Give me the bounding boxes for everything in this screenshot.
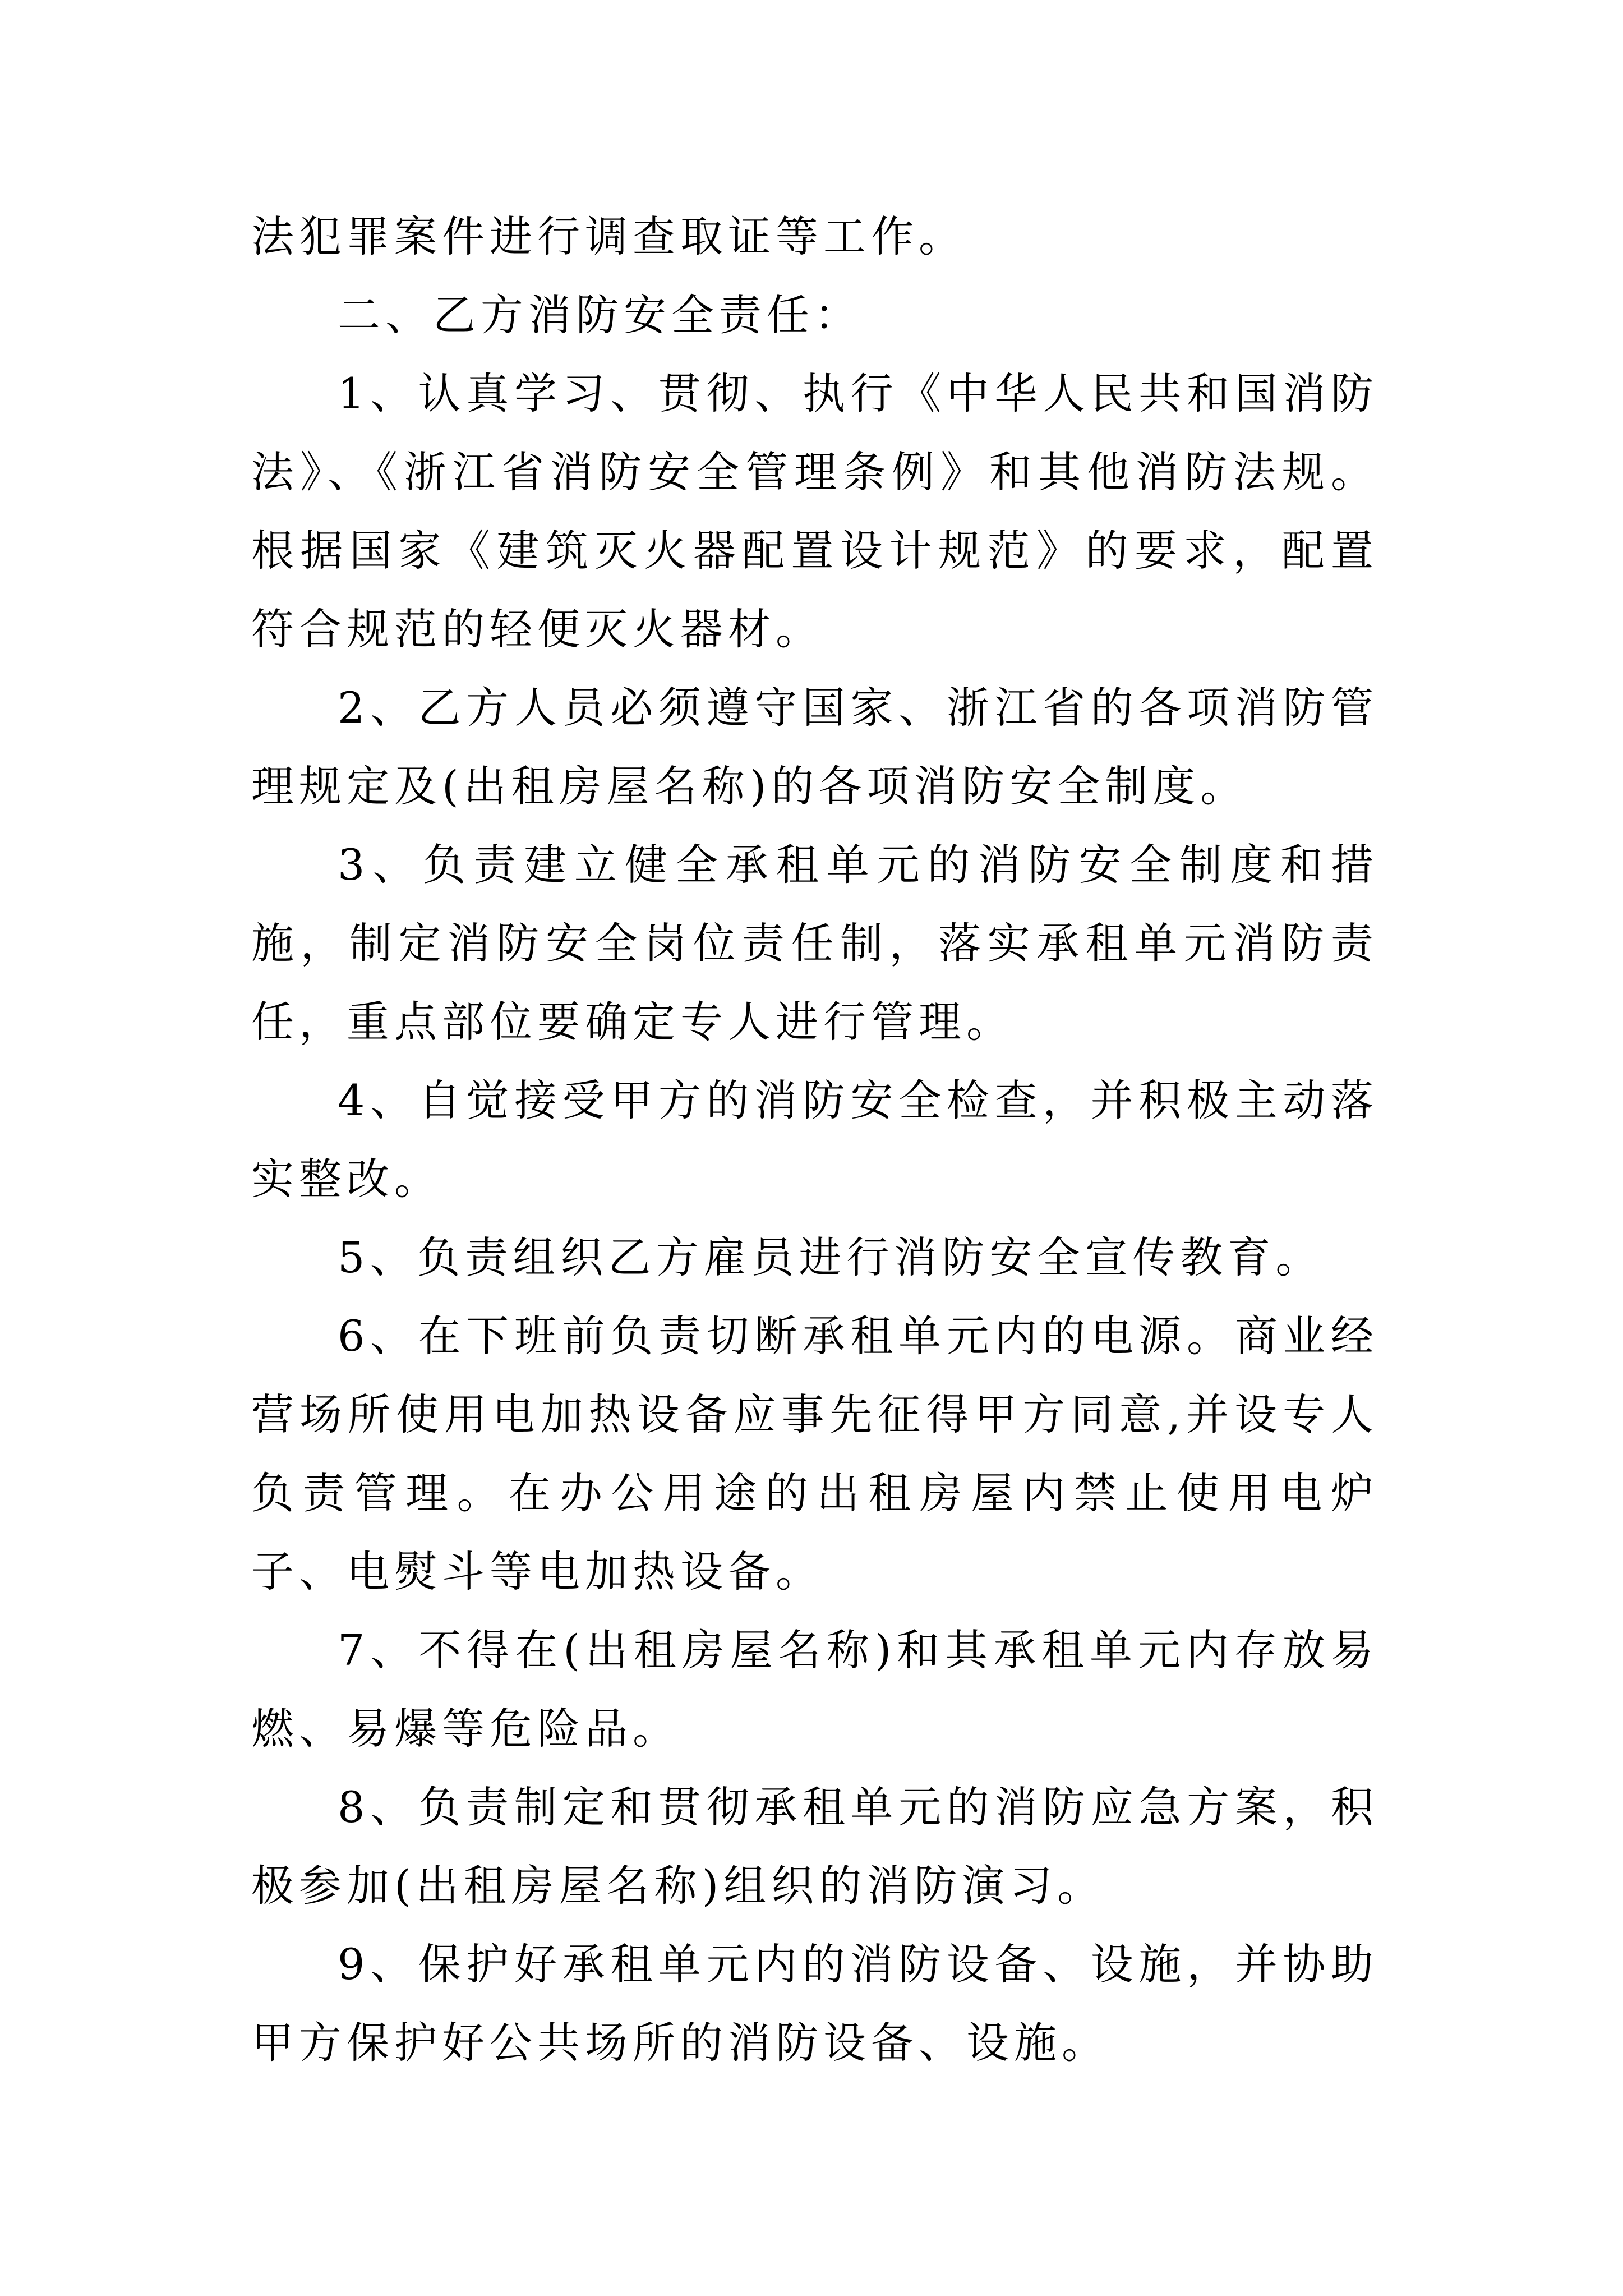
document-body <box>251 197 1378 2082</box>
clause-2-paragraph: 2、乙方人员必须遵守国家、浙江省的各项消防管理规定及(出租房屋名称)的各项消防安全制度。 <box>251 683 1378 811</box>
clause-8-paragraph: 8、负责制定和贯彻承租单元的消防应急方案，积极参加(出租房屋名称)组织的消防演习。 <box>251 1782 1378 1911</box>
clause-4-paragraph: 4、自觉接受甲方的消防安全检查，并积极主动落实整改。 <box>251 1075 1378 1204</box>
paragraph-continuation: 法犯罪案件进行调查取证等工作。 <box>251 211 966 261</box>
clause-5-paragraph: 5、负责组织乙方雇员进行消防安全宣传教育。 <box>338 1232 1324 1282</box>
clause-1-paragraph: 1、认真学习、贯彻、执行《中华人民共和国消防法》、《浙江省消防安全管理条例》和其他消防法规。根据国家《建筑灭火器配置设计规范》的要求，配置符合规范的轻便灭火器材。 <box>251 369 1378 654</box>
clause-7-paragraph: 7、不得在(出租房屋名称)和其承租单元内存放易燃、易爆等危险品。 <box>251 1625 1378 1754</box>
clause-3-paragraph: 3、负责建立健全承租单元的消防安全制度和措施，制定消防安全岗位责任制，落实承租单元消防责任，重点部位要确定专人进行管理。 <box>251 840 1378 1047</box>
clause-9-paragraph: 9、保护好承租单元内的消防设备、设施，并协助甲方保护好公共场所的消防设备、设施。 <box>251 1939 1378 2068</box>
section-heading-party-b-fire-safety: 二、乙方消防安全责任： <box>338 290 862 340</box>
clause-6-paragraph: 6、在下班前负责切断承租单元内的电源。商业经营场所使用电加热设备应事先征得甲方同意,并设专人负责管理。在办公用途的出租房屋内禁止使用电炉子、电熨斗等电加热设备。 <box>251 1311 1378 1596</box>
